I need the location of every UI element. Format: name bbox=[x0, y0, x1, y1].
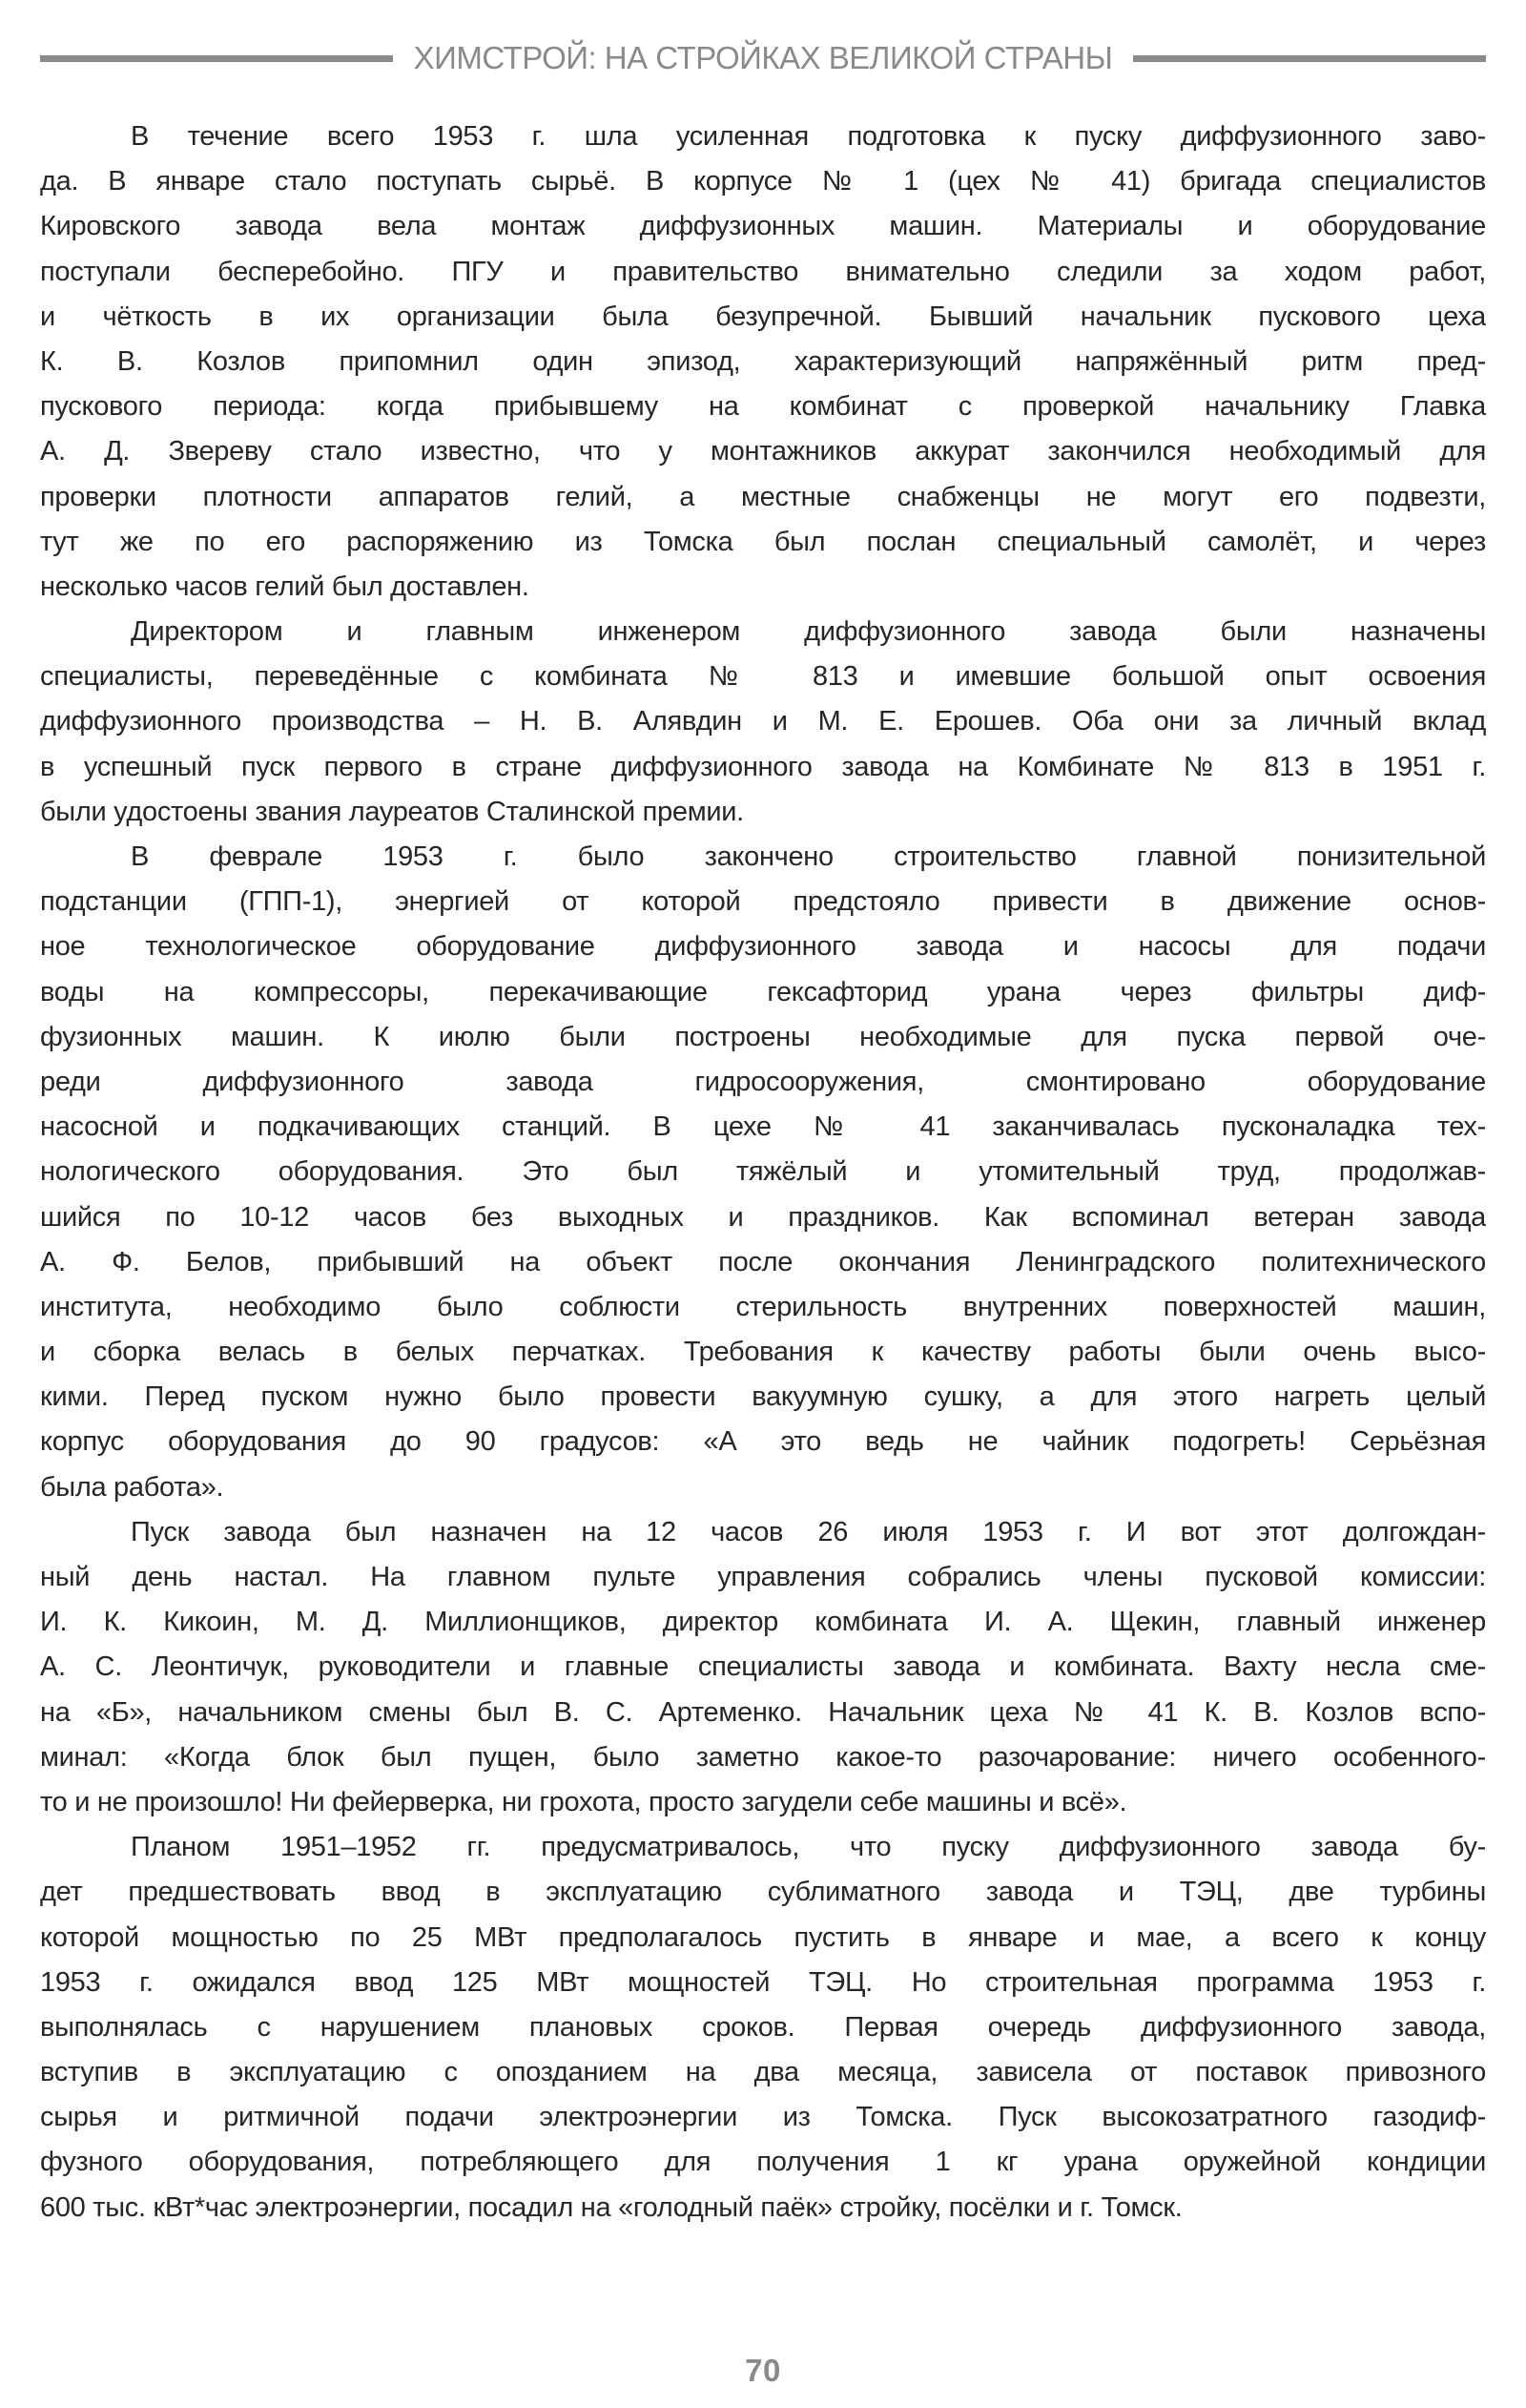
text-line: и чёткость в их организации была безупречной. Бывший начальник пускового цеха bbox=[40, 301, 1486, 332]
text-line: кими. Перед пуском нужно было провести вакуумную сушку, а для этого нагреть целый bbox=[40, 1381, 1486, 1413]
text-line: К. В. Козлов припомнил один эпизод, характеризующий напряжённый ритм пред- bbox=[40, 345, 1486, 377]
text-line: института, необходимо было соблюсти стерильность внутренних поверхностей машин, bbox=[40, 1291, 1486, 1322]
paragraph bbox=[40, 1510, 1486, 1825]
text-line: фузного оборудования, потребляющего для получения 1 кг урана оружейной кондиции bbox=[40, 2147, 1486, 2178]
text-line: были удостоены звания лауреатов Сталинской премии. bbox=[40, 796, 744, 827]
text-line: тут же по его распоряжению из Томска был послан специальный самолёт, и через bbox=[40, 526, 1486, 557]
text-line: несколько часов гелий был доставлен. bbox=[40, 571, 529, 602]
text-line: корпус оборудования до 90 градусов: «А это ведь не чайник подогреть! Серьёзная bbox=[40, 1426, 1486, 1458]
page-number: 70 bbox=[745, 2353, 781, 2388]
running-head bbox=[0, 38, 1526, 78]
text-line: то и не произошло! Ни фейерверка, ни грохота, просто загудели себе машины и всё». bbox=[40, 1786, 1127, 1817]
text-line: А. Ф. Белов, прибывший на объект после окончания Ленинградского политехнического bbox=[40, 1246, 1486, 1277]
text-line: 1953 г. ожидался ввод 125 МВт мощностей ТЭЦ. Но строительная программа 1953 г. bbox=[40, 1966, 1486, 1998]
body-text bbox=[0, 114, 1526, 2231]
text-line: 600 тыс. кВт*час электроэнергии, посадил на «голодный паёк» стройку, посёлки и г. Томск. bbox=[40, 2191, 1183, 2223]
text-line: подстанции (ГПП-1), энергией от которой предстояло привести в движение основ- bbox=[40, 886, 1486, 918]
text-line: Кировского завода вела монтаж диффузионных машин. Материалы и оборудование bbox=[40, 211, 1486, 242]
text-line: диффузионного производства – Н. В. Алявдин и М. Е. Ерошев. Оба они за личный вклад bbox=[40, 706, 1486, 737]
text-line: да. В январе стало поступать сырьё. В корпусе № 1 (цех № 41) бригада специалистов bbox=[40, 166, 1486, 197]
text-line: воды на компрессоры, перекачивающие гексафторид урана через фильтры диф- bbox=[40, 976, 1486, 1007]
paragraph bbox=[40, 1825, 1486, 2231]
text-line: вступив в эксплуатацию с опозданием на два месяца, зависела от поставок привозного bbox=[40, 2057, 1486, 2088]
text-line: дет предшествовать ввод в эксплуатацию сублиматного завода и ТЭЦ, две турбины bbox=[40, 1877, 1486, 1908]
text-line: специалисты, переведённые с комбината № 813 и имевшие большой опыт освоения bbox=[40, 661, 1486, 693]
paragraph bbox=[40, 610, 1486, 835]
paragraph bbox=[40, 835, 1486, 1510]
text-line: на «Б», начальником смены был В. С. Артеменко. Начальник цеха № 41 К. В. Козлов вспо- bbox=[40, 1696, 1486, 1728]
text-line: нологического оборудования. Это был тяжёлый и утомительный труд, продолжав- bbox=[40, 1156, 1486, 1188]
text-line: поступали бесперебойно. ПГУ и правительство внимательно следили за ходом работ, bbox=[40, 256, 1486, 287]
text-line: в успешный пуск первого в стране диффузионного завода на Комбинате № 813 в 1951 г. bbox=[40, 751, 1486, 782]
text-line: проверки плотности аппаратов гелий, а местные снабженцы не могут его подвезти, bbox=[40, 481, 1486, 512]
text-line: В течение всего 1953 г. шла усиленная подготовка к пуску диффузионного заво- bbox=[131, 121, 1486, 152]
paragraph bbox=[40, 114, 1486, 610]
text-line: которой мощностью по 25 МВт предполагалось пустить в январе и мае, а всего к концу bbox=[40, 1921, 1486, 1953]
text-line: и сборка велась в белых перчатках. Требования к качеству работы были очень высо- bbox=[40, 1337, 1486, 1368]
text-line: Пуск завода был назначен на 12 часов 26 июля 1953 г. И вот этот долгождан- bbox=[131, 1516, 1486, 1547]
text-line: В феврале 1953 г. было закончено строительство главной понизительной bbox=[131, 841, 1486, 872]
text-line: Директором и главным инженером диффузионного завода были назначены bbox=[131, 616, 1486, 648]
text-line: минал: «Когда блок был пущен, было заметно какое-то разочарование: ничего особенного- bbox=[40, 1741, 1486, 1773]
running-head-title: ХИМСТРОЙ: НА СТРОЙКАХ ВЕЛИКОЙ СТРАНЫ bbox=[413, 40, 1113, 75]
text-line: пускового периода: когда прибывшему на комбинат с проверкой начальнику Главка bbox=[40, 391, 1486, 423]
text-line: фузионных машин. К июлю были построены необходимые для пуска первой оче- bbox=[40, 1021, 1486, 1052]
text-line: выполнялась с нарушением плановых сроков. Первая очередь диффузионного завода, bbox=[40, 2011, 1486, 2043]
text-line: насосной и подкачивающих станций. В цехе № 41 заканчивалась пусконаладка тех- bbox=[40, 1111, 1486, 1143]
text-line: реди диффузионного завода гидросооружения, смонтировано оборудование bbox=[40, 1066, 1486, 1097]
text-line: ный день настал. На главном пульте управления собрались члены пусковой комиссии: bbox=[40, 1562, 1486, 1592]
text-line: была работа». bbox=[40, 1471, 224, 1503]
text-line: И. К. Кикоин, М. Д. Миллионщиков, директор комбината И. А. Щекин, главный инженер bbox=[40, 1607, 1486, 1638]
text-line: А. С. Леонтичук, руководители и главные специалисты завода и комбината. Вахту несла сме- bbox=[40, 1651, 1486, 1683]
text-line: А. Д. Звереву стало известно, что у монтажников аккурат закончился необходимый для bbox=[40, 436, 1486, 467]
text-line: сырья и ритмичной подачи электроэнергии из Томска. Пуск высокозатратного газодиф- bbox=[40, 2102, 1486, 2133]
header-rule-left bbox=[40, 55, 393, 62]
text-line: ное технологическое оборудование диффузионного завода и насосы для подачи bbox=[40, 931, 1486, 963]
text-line: шийся по 10-12 часов без выходных и праздников. Как вспоминал ветеран завода bbox=[40, 1201, 1486, 1233]
text-line: Планом 1951–1952 гг. предусматривалось, что пуску диффузионного завода бу- bbox=[131, 1832, 1486, 1863]
header-rule-right bbox=[1133, 55, 1486, 62]
